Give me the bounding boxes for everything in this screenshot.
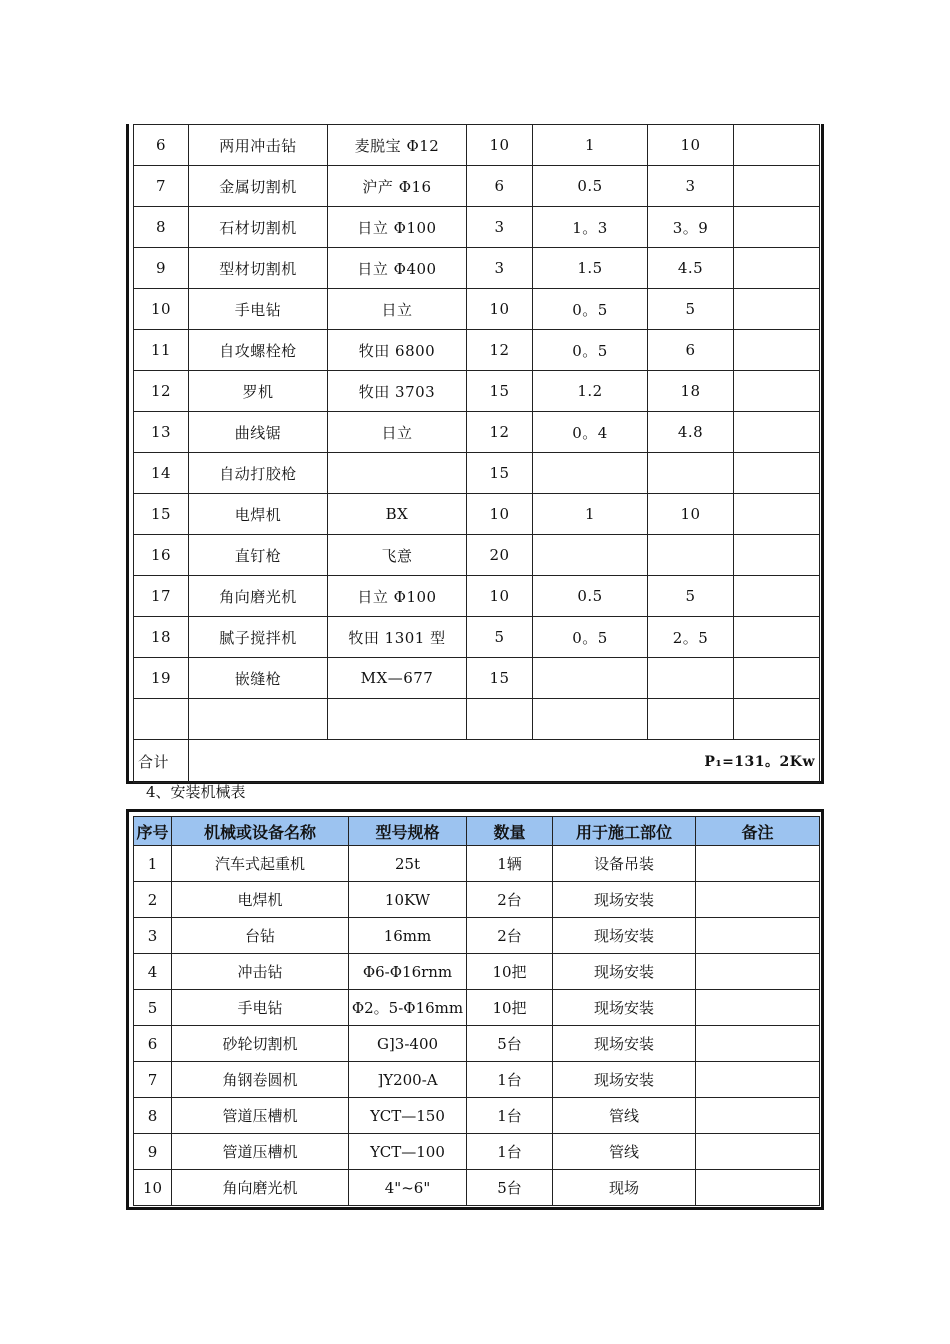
table-cell: 4 (134, 954, 172, 990)
table-cell: 现场安装 (553, 1026, 696, 1062)
table-cell: YCT—150 (349, 1098, 467, 1134)
power-tools-table-frame (126, 124, 824, 784)
table-cell: 13 (134, 412, 189, 453)
table-cell: 25t (349, 846, 467, 882)
section-caption: 4、安装机械表 (146, 783, 246, 801)
table-cell (648, 453, 734, 494)
table-cell (696, 990, 820, 1026)
table-row (134, 412, 820, 453)
table-cell: 日立 (328, 289, 467, 330)
table-cell: 5 (648, 289, 734, 330)
table-cell (328, 453, 467, 494)
table-cell: 0。5 (533, 289, 648, 330)
table-cell: 16mm (349, 918, 467, 954)
table-cell (696, 1062, 820, 1098)
table-cell: 2 (134, 882, 172, 918)
table-cell: 18 (134, 617, 189, 658)
table-cell: 10 (467, 494, 533, 535)
table-cell: 5 (134, 990, 172, 1026)
table-row (134, 494, 820, 535)
table-cell (734, 617, 820, 658)
table-cell: 11 (134, 330, 189, 371)
column-header: 数量 (467, 817, 553, 846)
table-cell: 自攻螺栓枪 (189, 330, 328, 371)
table-cell: 腻子搅拌机 (189, 617, 328, 658)
install-machinery-table-frame (126, 809, 824, 1210)
table-cell: 19 (134, 658, 189, 699)
table-cell: 5台 (467, 1170, 553, 1206)
table-cell: 9 (134, 1134, 172, 1170)
table-cell (696, 1098, 820, 1134)
column-header: 型号规格 (349, 817, 467, 846)
table-row (134, 1098, 820, 1134)
table-row (134, 166, 820, 207)
column-header: 序号 (134, 817, 172, 846)
table-cell: BX (328, 494, 467, 535)
table-row (134, 882, 820, 918)
table-cell (734, 699, 820, 740)
table-cell: 手电钻 (189, 289, 328, 330)
table-cell: 现场安装 (553, 1062, 696, 1098)
table-cell: 3 (467, 248, 533, 289)
table-cell: ]Y200-A (349, 1062, 467, 1098)
table-cell (734, 166, 820, 207)
table-cell: 沪产 Φ16 (328, 166, 467, 207)
table-cell: 牧田 6800 (328, 330, 467, 371)
table-cell: 罗机 (189, 371, 328, 412)
table-cell: 16 (134, 535, 189, 576)
table-cell (648, 658, 734, 699)
table-cell (734, 207, 820, 248)
table-cell (467, 699, 533, 740)
table-row (134, 248, 820, 289)
table-cell: 3 (467, 207, 533, 248)
table-cell: 10 (648, 125, 734, 166)
table-cell: 20 (467, 535, 533, 576)
table-cell (328, 699, 467, 740)
table-cell: 10把 (467, 954, 553, 990)
table-cell: 10 (134, 289, 189, 330)
table-cell: 2台 (467, 882, 553, 918)
table-cell: 10把 (467, 990, 553, 1026)
table-cell: 15 (467, 453, 533, 494)
table-row (134, 617, 820, 658)
table-cell (696, 846, 820, 882)
table-cell: 电焊机 (172, 882, 349, 918)
table-cell: 1。3 (533, 207, 648, 248)
table-cell: 6 (467, 166, 533, 207)
table-cell: 手电钻 (172, 990, 349, 1026)
table-cell: 直钉枪 (189, 535, 328, 576)
table-cell: 0.5 (533, 166, 648, 207)
table-cell: 牧田 1301 型 (328, 617, 467, 658)
install-machinery-table (133, 816, 820, 1206)
table-cell (696, 1134, 820, 1170)
table-cell: 5 (648, 576, 734, 617)
table-cell: Φ6-Φ16rnm (349, 954, 467, 990)
table-cell: 10KW (349, 882, 467, 918)
table-cell: 8 (134, 207, 189, 248)
table-cell: 石材切割机 (189, 207, 328, 248)
table-cell: 日立 Φ100 (328, 207, 467, 248)
table-cell: 2台 (467, 918, 553, 954)
table-cell: 角向磨光机 (189, 576, 328, 617)
table-cell (734, 494, 820, 535)
table-cell: 18 (648, 371, 734, 412)
table-cell: 牧田 3703 (328, 371, 467, 412)
table-cell: Φ2。5-Φ16mm (349, 990, 467, 1026)
table-row (134, 535, 820, 576)
table-cell (734, 412, 820, 453)
table-cell: 10 (467, 576, 533, 617)
power-tools-table (133, 124, 820, 783)
table-cell (533, 535, 648, 576)
table-cell: 现场安装 (553, 954, 696, 990)
table-cell: MX—677 (328, 658, 467, 699)
table-cell: 12 (467, 330, 533, 371)
column-header: 机械或设备名称 (172, 817, 349, 846)
table-cell: 4.8 (648, 412, 734, 453)
total-row (134, 740, 820, 783)
table-row (134, 990, 820, 1026)
table-cell: 管线 (553, 1134, 696, 1170)
table-row (134, 1026, 820, 1062)
table-cell: 设备吊装 (553, 846, 696, 882)
total-value: P₁=131。2Kw (189, 740, 820, 783)
table-cell: 管道压槽机 (172, 1134, 349, 1170)
table-cell: 15 (467, 371, 533, 412)
table-cell (696, 954, 820, 990)
table-cell: 金属切割机 (189, 166, 328, 207)
table-cell: 1.2 (533, 371, 648, 412)
table-cell: 3 (648, 166, 734, 207)
table-cell (734, 289, 820, 330)
table-cell: 现场安装 (553, 918, 696, 954)
table-cell: 10 (467, 289, 533, 330)
table-cell: 角钢卷圆机 (172, 1062, 349, 1098)
table-cell: 日立 Φ400 (328, 248, 467, 289)
table-cell (734, 248, 820, 289)
table-row (134, 207, 820, 248)
table-cell (734, 535, 820, 576)
table-cell: 现场安装 (553, 882, 696, 918)
table-row (134, 1062, 820, 1098)
table-cell: 15 (467, 658, 533, 699)
table-row (134, 699, 820, 740)
table-cell: 1.5 (533, 248, 648, 289)
table-cell (696, 882, 820, 918)
table-cell: 1 (134, 846, 172, 882)
table-cell: 3。9 (648, 207, 734, 248)
table-cell: YCT—100 (349, 1134, 467, 1170)
table-cell (734, 330, 820, 371)
table-cell (696, 1170, 820, 1206)
table-cell (134, 699, 189, 740)
table-cell (696, 918, 820, 954)
table-cell: 8 (134, 1098, 172, 1134)
table-cell: 9 (134, 248, 189, 289)
table-cell: 7 (134, 166, 189, 207)
table-cell: 麦脱宝 Φ12 (328, 125, 467, 166)
table-cell: 1台 (467, 1062, 553, 1098)
table-cell: 12 (467, 412, 533, 453)
table-cell: 17 (134, 576, 189, 617)
table-cell: 现场安装 (553, 990, 696, 1026)
table-cell: 飞意 (328, 535, 467, 576)
table-cell: 砂轮切割机 (172, 1026, 349, 1062)
table-cell: 日立 Φ100 (328, 576, 467, 617)
table-cell (734, 658, 820, 699)
table-cell: 自动打胶枪 (189, 453, 328, 494)
table-row (134, 1134, 820, 1170)
table-cell: 0。5 (533, 617, 648, 658)
table-row (134, 1170, 820, 1206)
table-row (134, 371, 820, 412)
table-cell: 角向磨光机 (172, 1170, 349, 1206)
table-cell: 6 (134, 1026, 172, 1062)
table-cell (189, 699, 328, 740)
table-cell: 管道压槽机 (172, 1098, 349, 1134)
table-cell: 10 (648, 494, 734, 535)
table-cell: 冲击钻 (172, 954, 349, 990)
table-row (134, 846, 820, 882)
table-cell: 台钻 (172, 918, 349, 954)
table-cell: 10 (134, 1170, 172, 1206)
table-cell: 6 (134, 125, 189, 166)
column-header: 备注 (696, 817, 820, 846)
table-cell: 0。4 (533, 412, 648, 453)
table-cell: 曲线锯 (189, 412, 328, 453)
table-cell: 7 (134, 1062, 172, 1098)
table-cell: 1 (533, 494, 648, 535)
table-cell: 1辆 (467, 846, 553, 882)
table-cell: 14 (134, 453, 189, 494)
table-cell (533, 658, 648, 699)
table-cell: 管线 (553, 1098, 696, 1134)
table-cell: 4.5 (648, 248, 734, 289)
table-cell: 1 (533, 125, 648, 166)
column-header: 用于施工部位 (553, 817, 696, 846)
table-cell: 0.5 (533, 576, 648, 617)
table-cell: 两用冲击钻 (189, 125, 328, 166)
table-cell (734, 453, 820, 494)
table-row (134, 658, 820, 699)
table-cell: 12 (134, 371, 189, 412)
table-cell (648, 535, 734, 576)
table-cell (734, 576, 820, 617)
table-row (134, 576, 820, 617)
table-cell: 日立 (328, 412, 467, 453)
table-cell: 现场 (553, 1170, 696, 1206)
table-cell: 0。5 (533, 330, 648, 371)
table-cell (734, 125, 820, 166)
table-cell: 嵌缝枪 (189, 658, 328, 699)
header-row (134, 817, 820, 846)
table-cell: 电焊机 (189, 494, 328, 535)
table-row (134, 954, 820, 990)
table-row (134, 453, 820, 494)
table-cell: 汽车式起重机 (172, 846, 349, 882)
table-row (134, 289, 820, 330)
table-cell (696, 1026, 820, 1062)
table-cell: 5台 (467, 1026, 553, 1062)
table-cell: G]3-400 (349, 1026, 467, 1062)
table-cell: 1台 (467, 1134, 553, 1170)
table-cell: 10 (467, 125, 533, 166)
table-cell: 型材切割机 (189, 248, 328, 289)
table-row (134, 918, 820, 954)
table-cell: 6 (648, 330, 734, 371)
table-cell: 4"~6" (349, 1170, 467, 1206)
table-cell: 5 (467, 617, 533, 658)
table-cell (734, 371, 820, 412)
total-label: 合计 (134, 740, 189, 783)
table-cell: 3 (134, 918, 172, 954)
table-cell: 2。5 (648, 617, 734, 658)
table-cell (648, 699, 734, 740)
table-cell (533, 453, 648, 494)
table-row (134, 125, 820, 166)
table-row (134, 330, 820, 371)
table-cell (533, 699, 648, 740)
table-cell: 15 (134, 494, 189, 535)
table-cell: 1台 (467, 1098, 553, 1134)
